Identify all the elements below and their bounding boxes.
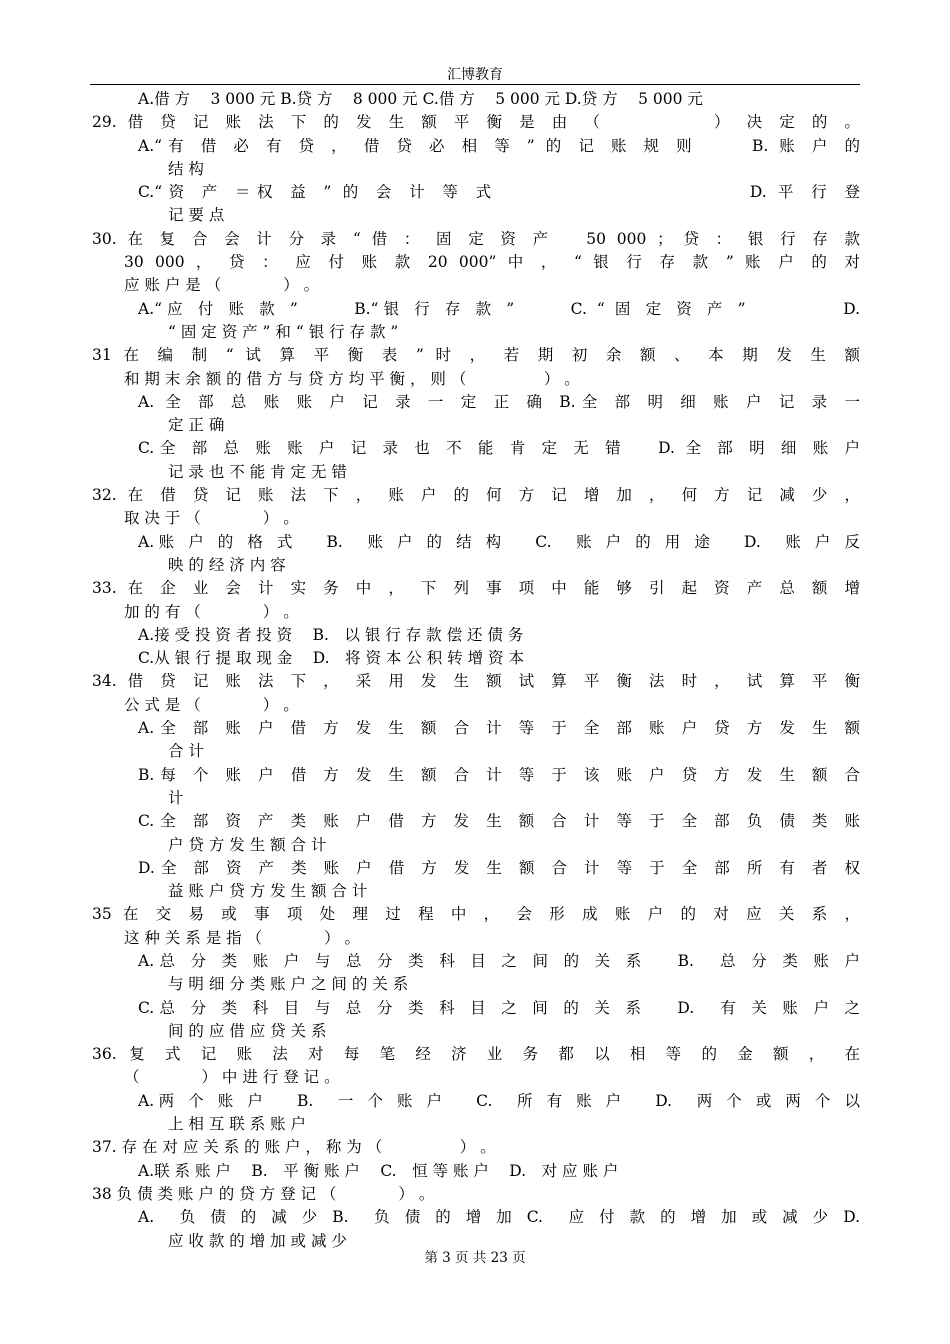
text-line: 记 录 也 不 能 肯 定 无 错 [168,462,347,481]
text-line: 32. 在 借 贷 记 账 法 下 ， 账 户 的 何 方 记 增 加 ， 何 方 记 减 少 ， [92,486,860,505]
text-line: 记 要 点 [168,206,225,225]
text-line: 和 期 末 余 额 的 借 方 与 贷 方 均 平 衡 ， 则 （ ） 。 [124,369,580,388]
text-line: C.总 分 类 科 目 与 总 分 类 科 目 之 间 的 关 系 D. 有 关 账 户 之 [138,998,860,1017]
text-line: A.账 户 的 格 式 B. 账 户 的 结 构 C. 账 户 的 用 途 D. 账 户 反 [138,532,860,551]
text-line: A.“有 借 必 有 贷 ， 借 贷 必 相 等 ” 的 记 账 规 则 B. 账 户 的 [138,136,860,155]
text-line: A.两 个 账 户 B. 一 个 账 户 C. 所 有 账 户 D. 两 个 或 两 个 以 [138,1091,860,1110]
text-line: 公 式 是 （ ） 。 [124,695,299,714]
text-line: 38 负 债 类 账 户 的 贷 方 登 记 （ ） 。 [92,1184,435,1203]
text-line: 34. 借 贷 记 账 法 下 ， 采 用 发 生 额 试 算 平 衡 法 时 ， 试 算 平 衡 [92,672,860,691]
header-rule [90,84,860,85]
text-line: 30. 在 复 合 会 计 分 录 “ 借 ： 固 定 资 产 50 000 ； 贷 ： 银 行 存 款 [92,229,860,248]
text-line: 31 在 编 制 “ 试 算 平 衡 表 ” 时 ， 若 期 初 余 额 、 本 期 发 生 额 [92,346,860,365]
text-line: C.“资 产 ＝权 益 ” 的 会 计 等 式 D. 平 行 登 [138,183,860,202]
text-line: A.联 系 账 户 B. 平 衡 账 户 C. 恒 等 账 户 D. 对 应 账 户 [138,1161,619,1180]
text-line: 30 000 ， 贷 ： 应 付 账 款 20 000” 中 ， “ 银 行 存 款 ” 账 户 的 对 [124,253,860,272]
text-line: 结 构 [168,159,204,178]
text-line: C.全 部 总 账 账 户 记 录 也 不 能 肯 定 无 错 D. 全 部 明 细 账 户 [138,439,860,458]
text-line: （ ） 中 进 行 登 记 。 [124,1068,340,1087]
text-line: 应 收 款 的 增 加 或 减 少 [168,1231,347,1250]
text-line: 加 的 有 （ ） 。 [124,602,299,621]
text-line: A.“应 付 账 款 ” B.“银 行 存 款 ” C. “ 固 定 资 产 ” D. [138,299,860,318]
text-line: 33. 在 企 业 会 计 实 务 中 ， 下 列 事 项 中 能 够 引 起 资 产 总 额 增 [92,579,860,598]
text-line: 36. 复 式 记 账 法 对 每 笔 经 济 业 务 都 以 相 等 的 金 额 ， 在 [92,1045,860,1064]
text-line: 映 的 经 济 内 容 [168,555,286,574]
text-line: 37. 存 在 对 应 关 系 的 账 户 ， 称 为 （ ） 。 [92,1138,496,1157]
text-line: B.每 个 账 户 借 方 发 生 额 合 计 等 于 该 账 户 贷 方 发 生 额 合 [138,765,860,784]
page-header: 汇博教育 [447,67,503,83]
text-line: 35 在 交 易 或 事 项 处 理 过 程 中 ， 会 形 成 账 户 的 对 应 关 系 ， [92,905,860,924]
text-line: A. 负 债 的 减 少 B. 负 债 的 增 加 C. 应 付 款 的 增 加 或 减 少 D. [138,1208,860,1227]
text-line: 定 正 确 [168,416,225,435]
text-line: A.总 分 类 账 户 与 总 分 类 科 目 之 间 的 关 系 B. 总 分 类 账 户 [138,951,860,970]
text-line: 应 账 户 是 （ ） 。 [124,276,320,295]
text-line: A. 全 部 总 账 账 户 记 录 一 定 正 确 B.全 部 明 细 账 户 记 录 一 [138,392,860,411]
text-line: 29. 借 贷 记 账 法 下 的 发 生 额 平 衡 是 由 （ ） 决 定 的 。 [92,113,860,132]
text-line: C.全 部 资 产 类 账 户 借 方 发 生 额 合 计 等 于 全 部 负 债 类 账 [138,812,860,831]
text-line: 与 明 细 分 类 账 户 之 间 的 关 系 [168,975,409,994]
text-line: D.全 部 资 产 类 账 户 借 方 发 生 额 合 计 等 于 全 部 所 有 者 权 [138,858,860,877]
text-line: 合 计 [168,742,204,761]
page-footer: 第 3 页 共 23 页 [424,1250,526,1266]
text-line: 取 决 于 （ ） 。 [124,509,299,528]
text-line: 间 的 应 借 应 贷 关 系 [168,1021,327,1040]
text-line: A.借 方 3 000 元 B.贷 方 8 000 元 C.借 方 5 000 元 D.贷 方 5 000 元 [138,90,703,108]
text-line: 上 相 互 联 系 账 户 [168,1115,307,1134]
text-line: 这 种 关 系 是 指 （ ） 。 [124,928,360,947]
text-line: C.从 银 行 提 取 现 金 D. 将 资 本 公 积 转 增 资 本 [138,649,524,668]
document-body [90,88,860,1253]
text-line: A.全 部 账 户 借 方 发 生 额 合 计 等 于 全 部 账 户 贷 方 发 生 额 [138,719,860,738]
text-line: 计 [168,788,184,807]
text-line: 户 贷 方 发 生 额 合 计 [168,835,327,854]
text-line: “ 固 定 资 产 ” 和 “ 银 行 存 款 ” [168,322,399,341]
text-line: 益 账 户 贷 方 发 生 额 合 计 [168,882,368,901]
text-line: A.接 受 投 资 者 投 资 B. 以 银 行 存 款 偿 还 债 务 [138,625,524,644]
